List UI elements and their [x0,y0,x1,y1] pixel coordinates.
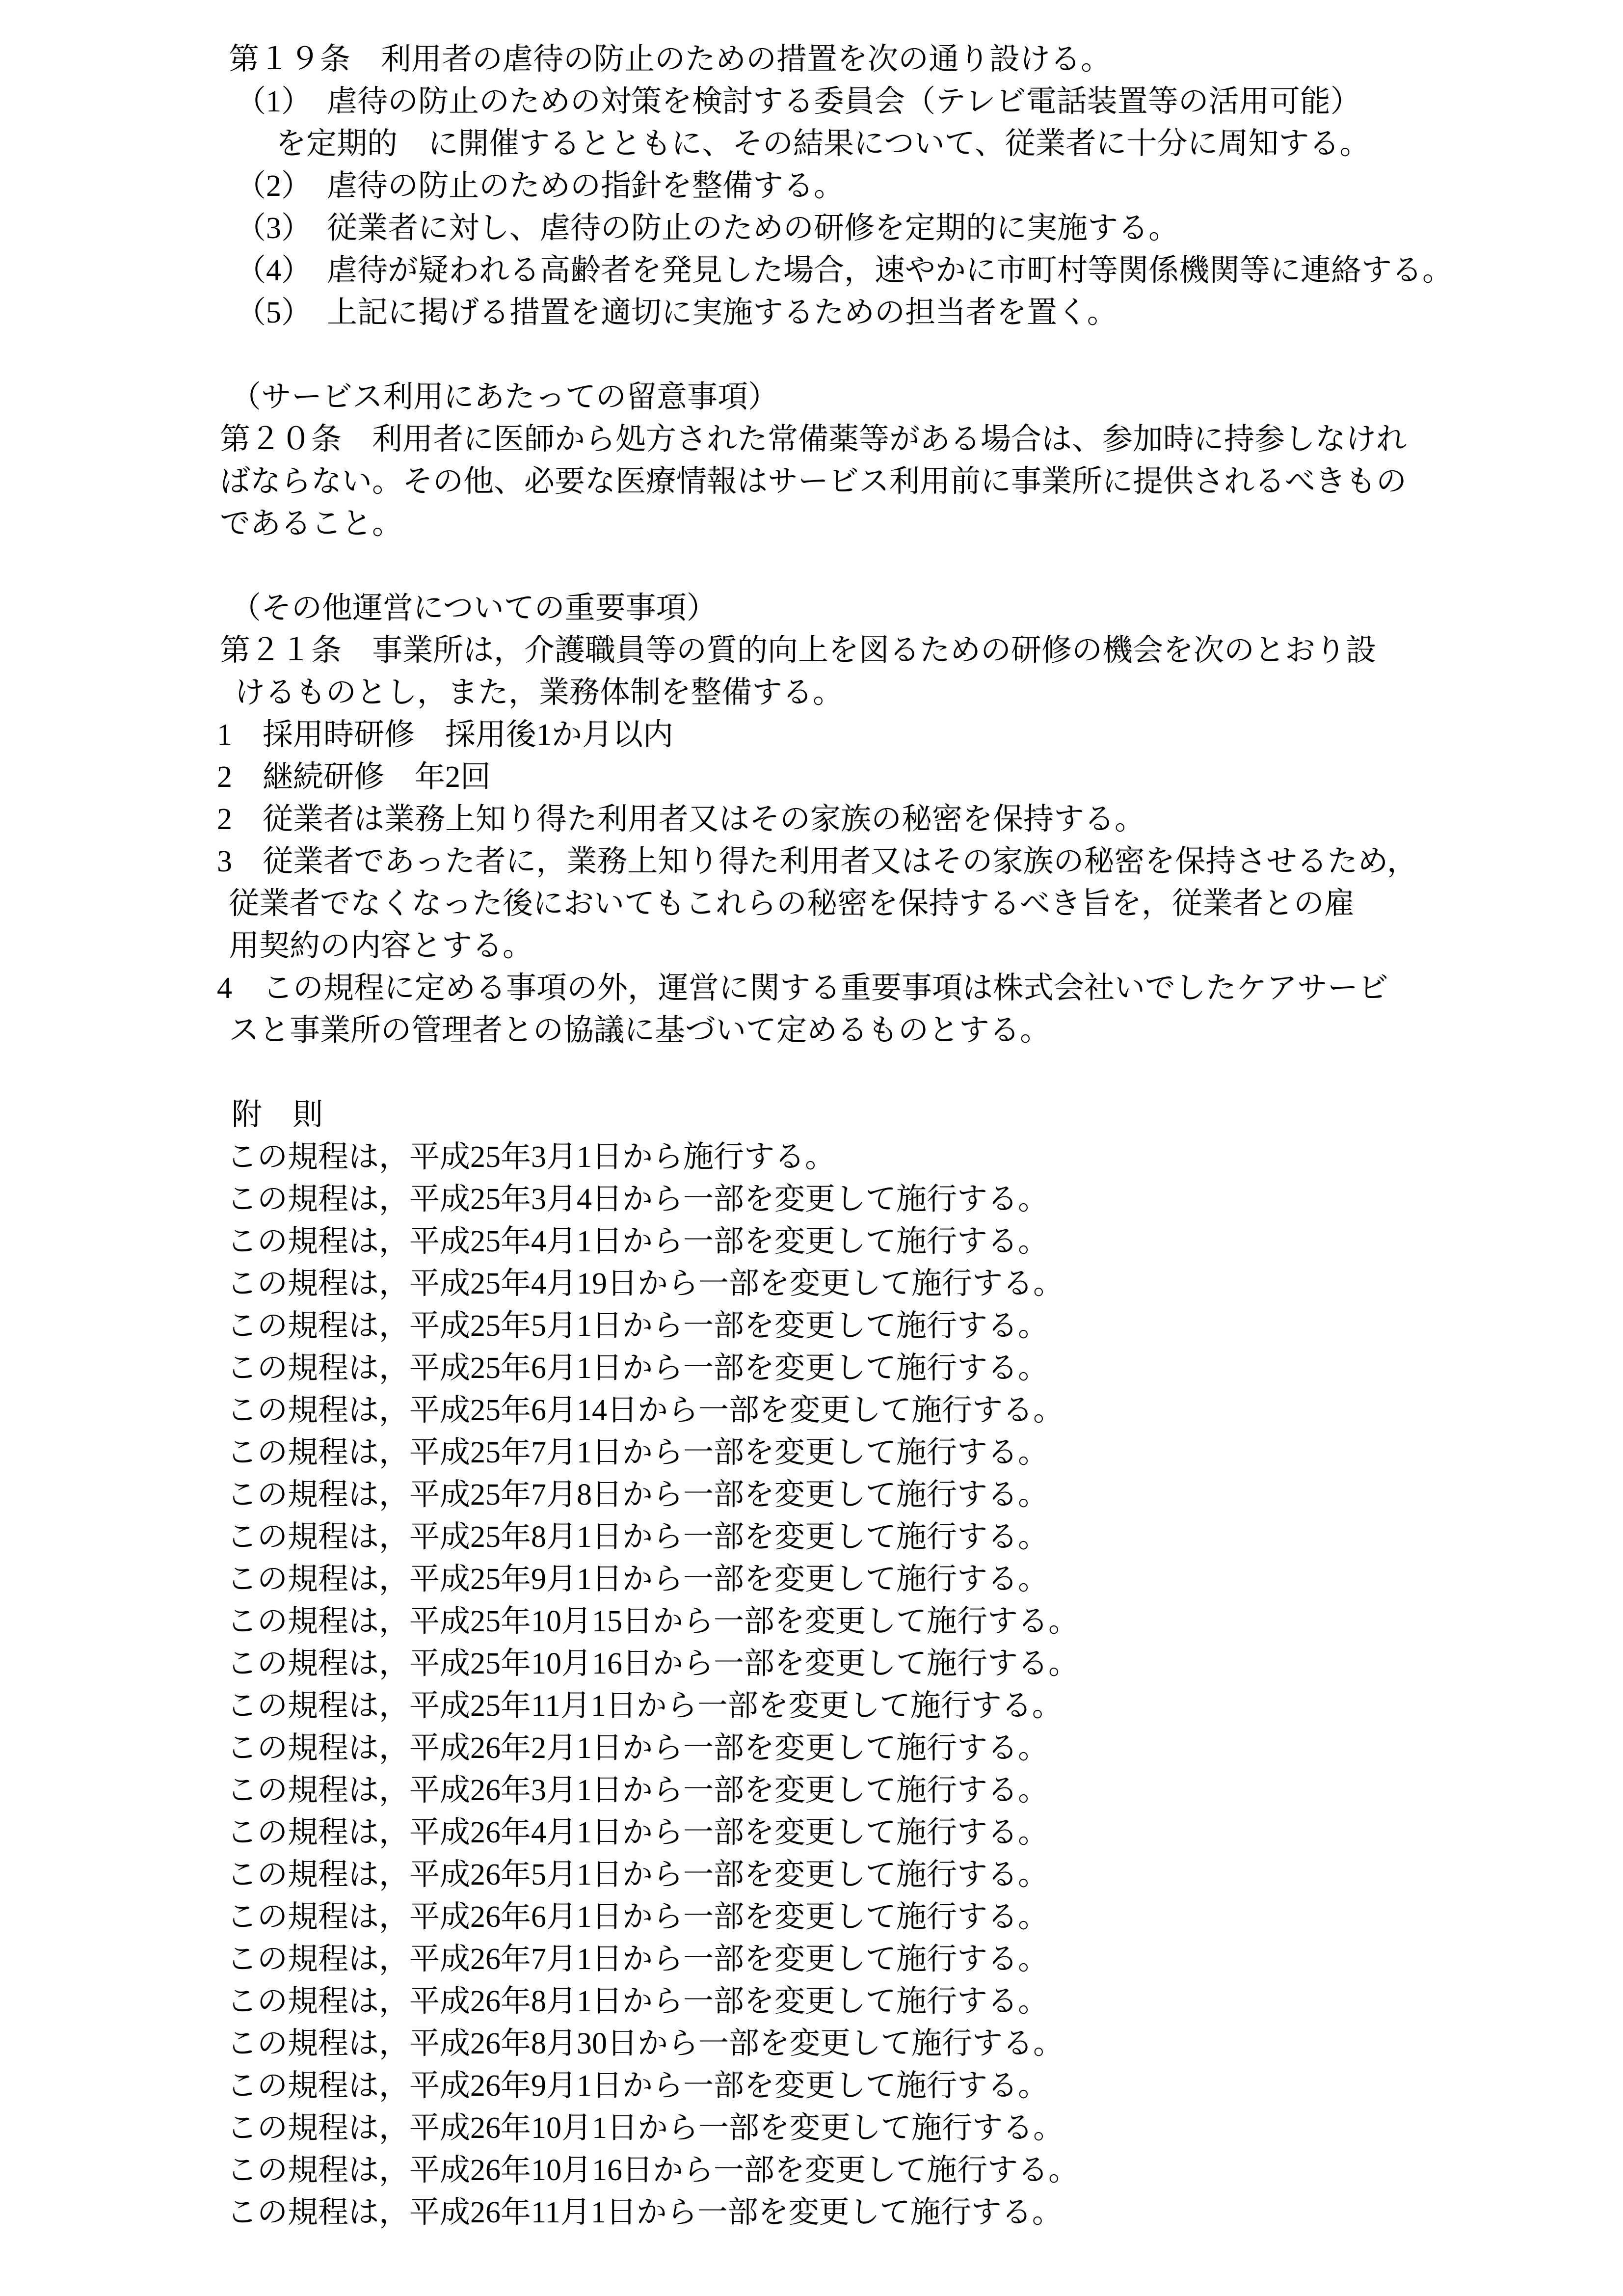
document-line: この規程は，平成25年11月1日から一部を変更して施行する。 [227,1689,1063,1723]
document-body [217,38,1495,2234]
document-line: この規程は，平成25年6月1日から一部を変更して施行する。 [227,1351,1049,1385]
document-line: ばならない。その他、必要な医療情報はサービス利用前に事業所に提供されるべきもの [220,465,1407,498]
document-line: この規程は，平成26年8月1日から一部を変更して施行する。 [227,1985,1049,2018]
document-line: この規程は，平成25年6月14日から一部を変更して施行する。 [227,1394,1064,1427]
document-line: この規程は，平成26年9月1日から一部を変更して施行する。 [227,2069,1049,2103]
document-line: けるものとし，また，業務体制を整備する。 [235,676,844,709]
document-line: この規程は，平成25年3月1日から施行する。 [227,1140,836,1174]
document-line: 附 則 [232,1098,323,1132]
document-line: であること。 [220,507,403,540]
document-line: この規程は，平成25年10月16日から一部を変更して施行する。 [227,1647,1079,1680]
document-line: （1） 虐待の防止のための対策を検討する委員会（テレビ電話装置等の活用可能） [236,85,1361,118]
blank-line [217,334,1495,376]
document-line: この規程は，平成25年5月1日から一部を変更して施行する。 [227,1309,1049,1343]
document-line: 3 従業者であった者に，業務上知り得た利用者又はその家族の秘密を保持させるため， [217,845,1417,878]
document-line: この規程は，平成25年4月19日から一部を変更して施行する。 [227,1267,1064,1300]
document-line: この規程は，平成26年4月1日から一部を変更して施行する。 [227,1816,1049,1849]
document-line: この規程は，平成26年10月1日から一部を変更して施行する。 [227,2111,1064,2145]
document-line: この規程は，平成25年9月1日から一部を変更して施行する。 [227,1563,1049,1596]
document-line: この規程は，平成25年7月8日から一部を変更して施行する。 [227,1478,1049,1512]
document-line: を定期的 に開催するとともに、その結果について、従業者に十分に周知する。 [276,127,1370,161]
document-line: この規程は，平成25年3月4日から一部を変更して施行する。 [227,1183,1049,1216]
document-line: この規程は，平成25年7月1日から一部を変更して施行する。 [227,1436,1049,1469]
document-line: （その他運営についての重要事項） [231,592,717,625]
document-line: （サービス利用にあたっての留意事項） [231,380,779,414]
blank-line [217,545,1495,587]
blank-line [217,1052,1495,1094]
document-line: （5） 上記に掲げる措置を適切に実施するための担当者を置く。 [236,296,1117,329]
document-line: 第２０条 利用者に医師から処方された常備薬等がある場合は、参加時に持参しなけれ [220,423,1407,456]
document-line: この規程は，平成25年4月1日から一部を変更して施行する。 [227,1225,1049,1258]
document-line: この規程は，平成26年11月1日から一部を変更して施行する。 [227,2196,1063,2229]
document-line: この規程は，平成26年6月1日から一部を変更して施行する。 [227,1900,1049,1934]
document-line: この規程は，平成26年5月1日から一部を変更して施行する。 [227,1858,1049,1891]
document-line: 従業者でなくなった後においてもこれらの秘密を保持するべき旨を，従業者との雇 [229,887,1355,920]
document-line: （2） 虐待の防止のための指針を整備する。 [236,169,845,203]
document-line: 第２１条 事業所は，介護職員等の質的向上を図るための研修の機会を次のとおり設 [220,634,1377,667]
document-line: この規程は，平成26年2月1日から一部を変更して施行する。 [227,1731,1049,1765]
document-line: この規程は，平成26年8月30日から一部を変更して施行する。 [227,2027,1064,2060]
document-line: スと事業所の管理者との協議に基づいて定めるものとする。 [229,1014,1051,1047]
document-line: この規程は，平成25年8月1日から一部を変更して施行する。 [227,1520,1049,1554]
document-line: この規程は，平成26年10月16日から一部を変更して施行する。 [227,2154,1079,2187]
document-line: 1 採用時研修 採用後1か月以内 [217,718,674,752]
document-line: （3） 従業者に対し、虐待の防止のための研修を定期的に実施する。 [236,212,1179,245]
document-line: 用契約の内容とする。 [229,929,533,963]
document-line: この規程は，平成26年7月1日から一部を変更して施行する。 [227,1943,1049,1976]
document-line: 2 従業者は業務上知り得た利用者又はその家族の秘密を保持する。 [217,803,1145,836]
document-line: 4 この規程に定める事項の外，運営に関する重要事項は株式会社いでしたケアサービ [217,972,1389,1005]
document-line: 第１９条 利用者の虐待の防止のための措置を次の通り設ける。 [229,43,1112,76]
document-line: 2 継続研修 年2回 [217,760,491,794]
document-line: （4） 虐待が疑われる高齢者を発見した場合，速やかに市町村等関係機関等に連絡する。 [236,254,1453,287]
document-line: この規程は，平成25年10月15日から一部を変更して施行する。 [227,1605,1079,1638]
document-line: この規程は，平成26年3月1日から一部を変更して施行する。 [227,1774,1049,1807]
